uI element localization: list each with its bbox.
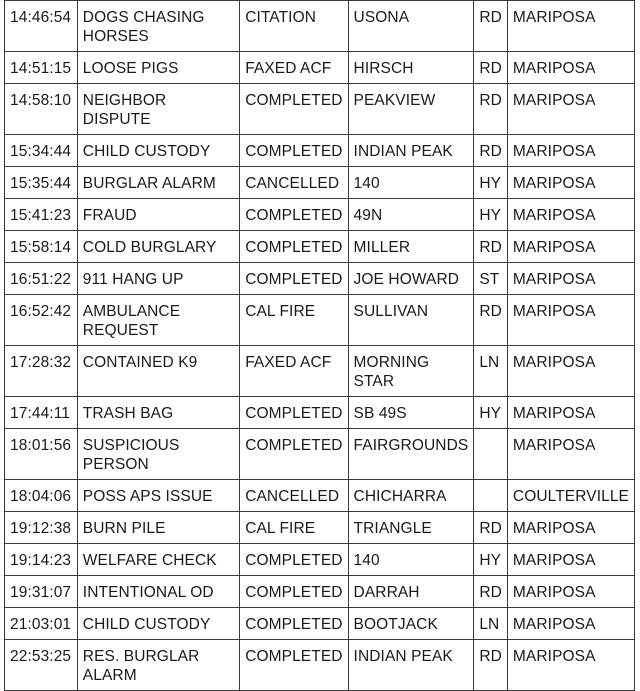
time-cell: 19:31:07 [5,576,78,608]
street-cell: DARRAH [348,576,474,608]
street-cell: PEAKVIEW [348,84,474,135]
street-cell: INDIAN PEAK [348,640,474,691]
street-cell: MILLER [348,231,474,263]
area-cell: MARIPOSA [507,608,634,640]
street-cell: FAIRGROUNDS [348,429,474,480]
table-row [5,167,635,199]
table-row [5,429,635,480]
street-suffix-cell: RD [474,84,508,135]
street-suffix-cell [474,480,508,512]
disposition-cell: COMPLETED [240,640,348,691]
street-suffix-cell: HY [474,397,508,429]
time-cell: 14:51:15 [5,52,78,84]
street-cell: INDIAN PEAK [348,135,474,167]
street-suffix-cell: RD [474,576,508,608]
call-type-cell: NEIGHBOR DISPUTE [77,84,239,135]
street-cell: 49N [348,199,474,231]
table-row [5,640,635,691]
time-cell: 15:34:44 [5,135,78,167]
table-row [5,295,635,346]
area-cell: MARIPOSA [507,295,634,346]
table-row [5,84,635,135]
time-cell: 16:51:22 [5,263,78,295]
area-cell: MARIPOSA [507,231,634,263]
table-row [5,608,635,640]
disposition-cell: COMPLETED [240,397,348,429]
disposition-cell: COMPLETED [240,544,348,576]
call-type-cell: FRAUD [77,199,239,231]
call-type-cell: CONTAINED K9 [77,346,239,397]
area-cell: MARIPOSA [507,429,634,480]
area-cell: MARIPOSA [507,544,634,576]
time-cell: 19:12:38 [5,512,78,544]
time-cell: 17:28:32 [5,346,78,397]
call-type-cell: DOGS CHASING HORSES [77,1,239,52]
disposition-cell: COMPLETED [240,231,348,263]
street-suffix-cell: RD [474,512,508,544]
street-cell: SULLIVAN [348,295,474,346]
time-cell: 19:14:23 [5,544,78,576]
street-suffix-cell: RD [474,295,508,346]
disposition-cell: CITATION [240,1,348,52]
street-suffix-cell: HY [474,199,508,231]
time-cell: 15:58:14 [5,231,78,263]
time-cell: 14:58:10 [5,84,78,135]
area-cell: MARIPOSA [507,512,634,544]
call-type-cell: CHILD CUSTODY [77,135,239,167]
call-type-cell: WELFARE CHECK [77,544,239,576]
call-type-cell: INTENTIONAL OD [77,576,239,608]
time-cell: 17:44:11 [5,397,78,429]
disposition-cell: COMPLETED [240,84,348,135]
disposition-cell: CANCELLED [240,480,348,512]
time-cell: 15:41:23 [5,199,78,231]
street-suffix-cell: HY [474,544,508,576]
street-cell: TRIANGLE [348,512,474,544]
street-suffix-cell [474,429,508,480]
area-cell: MARIPOSA [507,1,634,52]
time-cell: 18:04:06 [5,480,78,512]
table-row [5,480,635,512]
call-type-cell: 911 HANG UP [77,263,239,295]
disposition-cell: FAXED ACF [240,52,348,84]
area-cell: MARIPOSA [507,263,634,295]
street-cell: BOOTJACK [348,608,474,640]
call-type-cell: SUSPICIOUS PERSON [77,429,239,480]
disposition-cell: COMPLETED [240,576,348,608]
call-type-cell: CHILD CUSTODY [77,608,239,640]
call-type-cell: POSS APS ISSUE [77,480,239,512]
disposition-cell: COMPLETED [240,135,348,167]
call-type-cell: COLD BURGLARY [77,231,239,263]
disposition-cell: COMPLETED [240,429,348,480]
area-cell: MARIPOSA [507,84,634,135]
street-suffix-cell: ST [474,263,508,295]
time-cell: 21:03:01 [5,608,78,640]
table-row [5,512,635,544]
disposition-cell: COMPLETED [240,263,348,295]
time-cell: 18:01:56 [5,429,78,480]
area-cell: MARIPOSA [507,52,634,84]
table-row [5,52,635,84]
disposition-cell: CAL FIRE [240,295,348,346]
disposition-cell: COMPLETED [240,608,348,640]
call-type-cell: BURGLAR ALARM [77,167,239,199]
table-row [5,346,635,397]
street-cell: 140 [348,544,474,576]
table-row [5,576,635,608]
street-cell: USONA [348,1,474,52]
street-suffix-cell: LN [474,608,508,640]
street-cell: CHICHARRA [348,480,474,512]
area-cell: MARIPOSA [507,640,634,691]
area-cell: MARIPOSA [507,199,634,231]
call-type-cell: BURN PILE [77,512,239,544]
time-cell: 14:46:54 [5,1,78,52]
table-row [5,397,635,429]
disposition-cell: CANCELLED [240,167,348,199]
street-cell: HIRSCH [348,52,474,84]
table-row [5,544,635,576]
street-suffix-cell: RD [474,640,508,691]
area-cell: COULTERVILLE [507,480,634,512]
table-row [5,1,635,52]
street-suffix-cell: HY [474,167,508,199]
call-log-table [4,0,635,691]
time-cell: 15:35:44 [5,167,78,199]
disposition-cell: FAXED ACF [240,346,348,397]
time-cell: 22:53:25 [5,640,78,691]
street-suffix-cell: LN [474,346,508,397]
area-cell: MARIPOSA [507,346,634,397]
disposition-cell: COMPLETED [240,199,348,231]
call-type-cell: TRASH BAG [77,397,239,429]
street-suffix-cell: RD [474,1,508,52]
table-row [5,231,635,263]
table-row [5,199,635,231]
street-suffix-cell: RD [474,135,508,167]
call-type-cell: LOOSE PIGS [77,52,239,84]
area-cell: MARIPOSA [507,397,634,429]
call-type-cell: AMBULANCE REQUEST [77,295,239,346]
table-row [5,263,635,295]
street-cell: JOE HOWARD [348,263,474,295]
area-cell: MARIPOSA [507,167,634,199]
street-cell: MORNING STAR [348,346,474,397]
street-suffix-cell: RD [474,52,508,84]
table-row [5,135,635,167]
street-cell: SB 49S [348,397,474,429]
area-cell: MARIPOSA [507,135,634,167]
call-type-cell: RES. BURGLAR ALARM [77,640,239,691]
street-cell: 140 [348,167,474,199]
street-suffix-cell: RD [474,231,508,263]
disposition-cell: CAL FIRE [240,512,348,544]
area-cell: MARIPOSA [507,576,634,608]
time-cell: 16:52:42 [5,295,78,346]
